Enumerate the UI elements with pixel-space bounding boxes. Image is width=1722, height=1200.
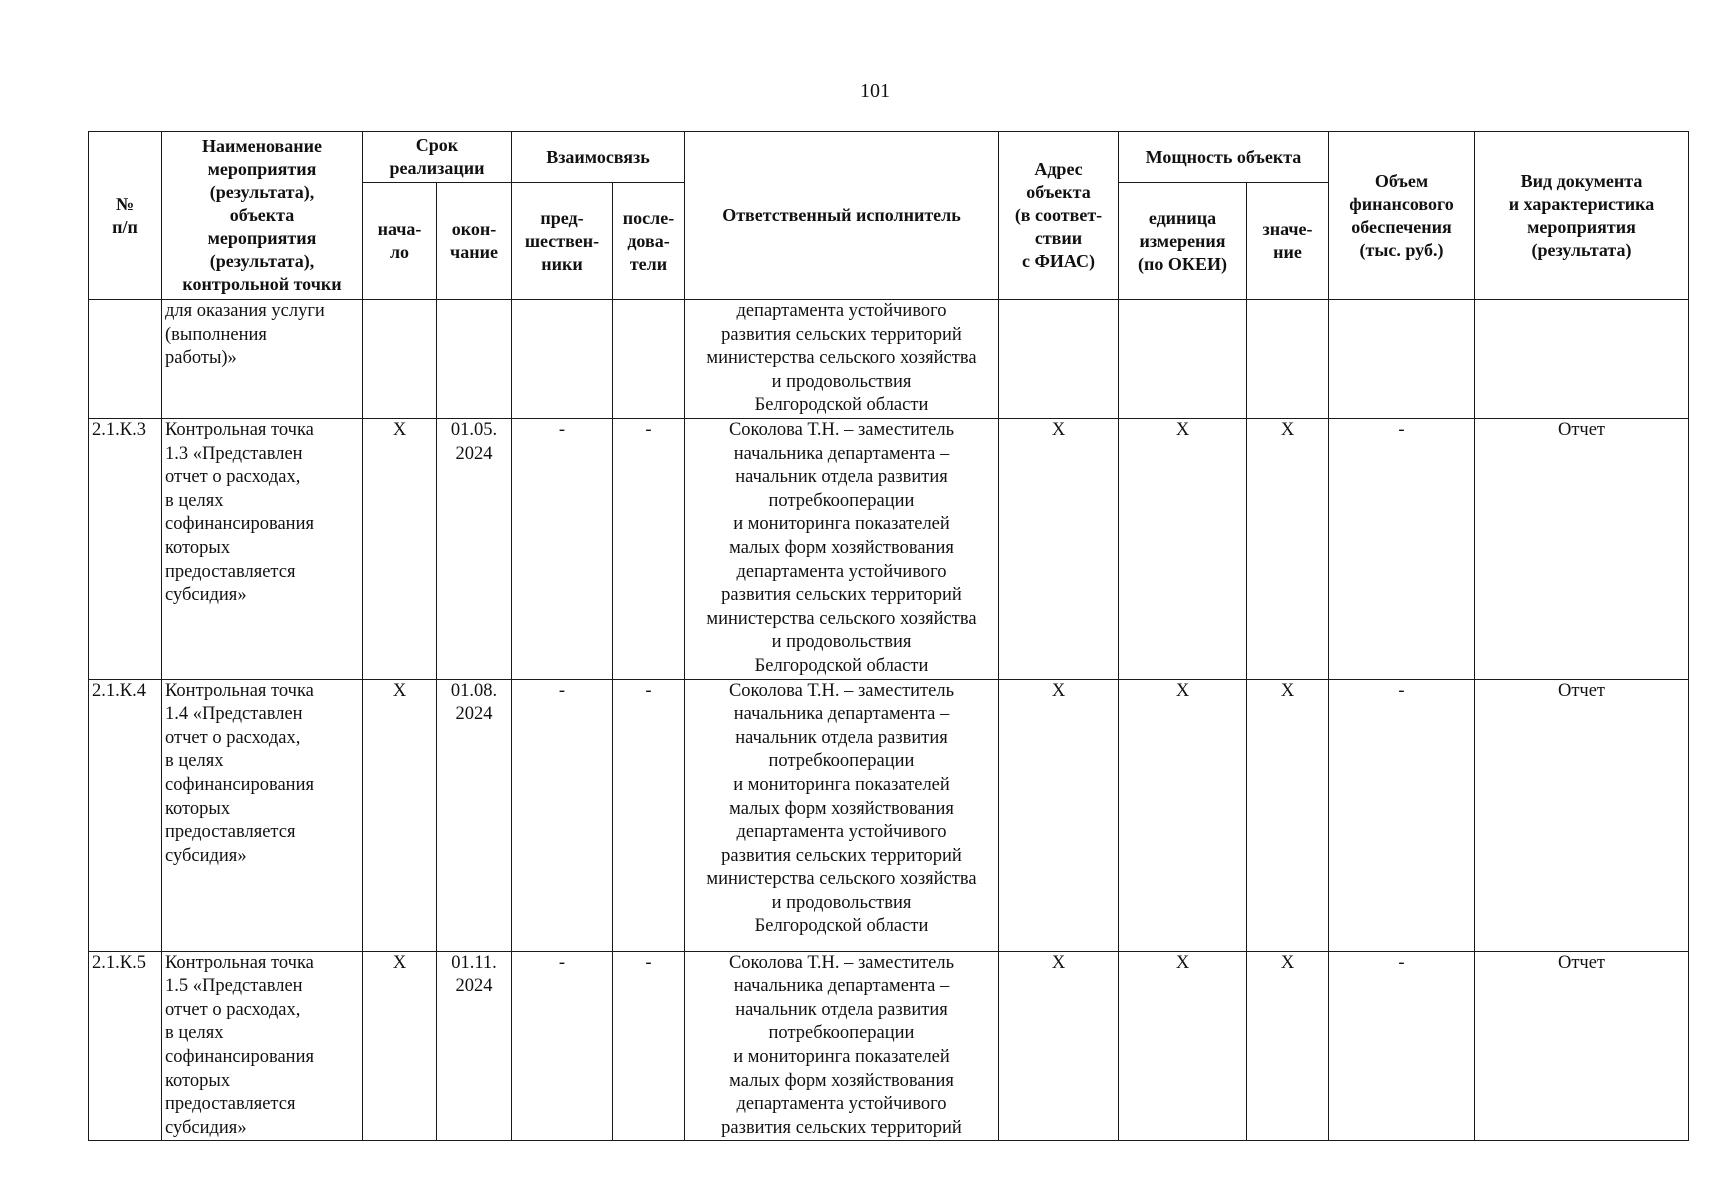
text-line: 2024 bbox=[455, 443, 493, 464]
text-line: субсидия» bbox=[165, 585, 247, 606]
text-line: 1.3 «Представлен bbox=[165, 443, 303, 464]
header-capacity-value bbox=[1247, 183, 1329, 300]
text-line: мероприятия bbox=[1527, 216, 1636, 237]
text-line: софинансирования bbox=[165, 774, 314, 795]
table-row bbox=[89, 679, 1689, 951]
cell-name bbox=[162, 419, 363, 680]
cell-prev: - bbox=[512, 951, 613, 1141]
cell-unit: X bbox=[1119, 679, 1247, 951]
text-line: начальника департамента – bbox=[733, 704, 950, 725]
text-line: (результата) bbox=[1531, 239, 1632, 260]
cell-prev: - bbox=[512, 679, 613, 951]
text-line: Контрольная точка bbox=[165, 680, 314, 701]
text-line: ние bbox=[1273, 242, 1302, 262]
text-line: субсидия» bbox=[165, 845, 247, 866]
text-line: с ФИАС) bbox=[1021, 251, 1096, 271]
text-line: 2024 bbox=[455, 704, 493, 725]
text-line: 2024 bbox=[455, 976, 493, 997]
text-line: объекта bbox=[1026, 182, 1091, 202]
table-header bbox=[89, 132, 1689, 300]
text-line: департамента устойчивого bbox=[736, 822, 947, 843]
cell-unit: X bbox=[1119, 951, 1247, 1141]
text-line: 01.11. bbox=[451, 952, 497, 973]
cell-name bbox=[162, 300, 363, 419]
text-line: (тыс. руб.) bbox=[1359, 239, 1444, 260]
text-line: ло bbox=[389, 242, 410, 262]
cell-num: 2.1.К.3 bbox=[89, 419, 162, 680]
cell-num bbox=[89, 300, 162, 419]
cell-executor bbox=[685, 951, 999, 1141]
cell-doc: Отчет bbox=[1475, 679, 1689, 951]
cell-address: X bbox=[999, 951, 1119, 1141]
text-line: 01.08. bbox=[450, 680, 498, 701]
text-line: предоставляется bbox=[165, 561, 296, 582]
text-line: начальник отдела развития bbox=[735, 727, 948, 748]
cell-doc bbox=[1475, 300, 1689, 419]
text-line: ники bbox=[541, 253, 583, 274]
text-line: департамента устойчивого bbox=[736, 561, 947, 582]
cell-end bbox=[437, 679, 512, 951]
text-line: Вид документа bbox=[1520, 170, 1643, 191]
cell-prev bbox=[512, 300, 613, 419]
text-line: Белгородской области bbox=[754, 395, 929, 416]
header-link-next bbox=[613, 183, 685, 300]
cell-finance bbox=[1329, 300, 1475, 419]
text-line: объекта bbox=[229, 205, 295, 225]
header-executor: Ответственный исполнитель bbox=[685, 132, 999, 300]
text-line: нача- bbox=[377, 219, 422, 239]
text-line: Соколова Т.Н. – заместитель bbox=[728, 420, 955, 440]
text-line: развития сельских территорий bbox=[721, 585, 962, 606]
text-line: 1.5 «Представлен bbox=[165, 976, 303, 997]
header-name bbox=[162, 132, 363, 300]
text-line: предоставляется bbox=[165, 1094, 296, 1115]
text-line: и мониторинга показателей bbox=[733, 774, 950, 795]
cell-value: X bbox=[1247, 951, 1329, 1141]
text-line: окон- bbox=[451, 219, 497, 239]
text-line: и мониторинга показателей bbox=[733, 1046, 950, 1067]
text-line: реализации bbox=[389, 158, 485, 178]
text-line: 1.4 «Представлен bbox=[165, 704, 303, 725]
text-line: министерства сельского хозяйства bbox=[706, 608, 977, 629]
text-line: и мониторинга показателей bbox=[733, 514, 950, 535]
text-line: и характеристика bbox=[1508, 193, 1655, 214]
cell-finance: - bbox=[1329, 951, 1475, 1141]
text-line: и продовольствия bbox=[771, 371, 912, 392]
cell-value: X bbox=[1247, 679, 1329, 951]
header-num bbox=[89, 132, 162, 300]
text-line: Наименование bbox=[202, 136, 322, 156]
cell-finance: - bbox=[1329, 419, 1475, 680]
text-line: начальник отдела развития bbox=[735, 999, 948, 1020]
cell-value bbox=[1247, 300, 1329, 419]
text-line: чание bbox=[450, 242, 498, 262]
text-line: для оказания услуги bbox=[165, 301, 325, 321]
cell-executor bbox=[685, 419, 999, 680]
cell-address bbox=[999, 300, 1119, 419]
text-line: работы)» bbox=[165, 348, 237, 369]
text-line: мероприятия bbox=[207, 228, 317, 248]
cell-unit: X bbox=[1119, 419, 1247, 680]
text-line: министерства сельского хозяйства bbox=[706, 869, 977, 890]
text-line: малых форм хозяйствования bbox=[729, 537, 954, 558]
cell-end bbox=[437, 951, 512, 1141]
table-row bbox=[89, 419, 1689, 680]
text-line: значе- bbox=[1262, 219, 1313, 239]
text-line: отчет о расходах, bbox=[165, 999, 301, 1020]
text-line: п/п bbox=[112, 216, 138, 237]
table-body bbox=[89, 300, 1689, 1141]
text-line: Соколова Т.Н. – заместитель bbox=[728, 952, 955, 973]
text-line: (по ОКЕИ) bbox=[1138, 253, 1227, 274]
text-line: № bbox=[115, 193, 135, 214]
text-line: Соколова Т.Н. – заместитель bbox=[728, 680, 955, 701]
text-line: Контрольная точка bbox=[165, 420, 314, 440]
text-line: министерства сельского хозяйства bbox=[706, 348, 977, 369]
text-line: пред- bbox=[540, 207, 584, 228]
text-line: контрольной точки bbox=[182, 274, 342, 294]
text-line: софинансирования bbox=[165, 1046, 314, 1067]
text-line: развития сельских территорий bbox=[721, 324, 962, 345]
text-line: Срок bbox=[415, 135, 459, 155]
text-line: Белгородской области bbox=[754, 655, 929, 676]
text-line: департамента устойчивого bbox=[736, 301, 947, 321]
header-doc bbox=[1475, 132, 1689, 300]
text-line: ствии bbox=[1034, 228, 1083, 248]
text-line: финансового bbox=[1349, 193, 1454, 214]
table-row bbox=[89, 951, 1689, 1141]
table-row bbox=[89, 300, 1689, 419]
text-line: начальника департамента – bbox=[733, 976, 950, 997]
cell-start: X bbox=[363, 679, 437, 951]
text-line: (выполнения bbox=[165, 324, 267, 345]
text-line: развития сельских территорий bbox=[721, 845, 962, 866]
text-line: (в соответ- bbox=[1014, 205, 1103, 225]
text-line: которых bbox=[165, 798, 231, 819]
cell-name bbox=[162, 679, 363, 951]
text-line: шествен- bbox=[524, 230, 600, 251]
cell-start: X bbox=[363, 951, 437, 1141]
cell-executor bbox=[685, 300, 999, 419]
cell-address: X bbox=[999, 679, 1119, 951]
text-line: отчет о расходах, bbox=[165, 467, 301, 488]
text-line: в целях bbox=[165, 1023, 224, 1044]
cell-num: 2.1.К.5 bbox=[89, 951, 162, 1141]
header-term-end bbox=[437, 183, 512, 300]
text-line: и продовольствия bbox=[771, 632, 912, 653]
page-number: 101 bbox=[860, 80, 890, 102]
cell-end bbox=[437, 419, 512, 680]
cell-unit bbox=[1119, 300, 1247, 419]
text-line: малых форм хозяйствования bbox=[729, 1070, 954, 1091]
text-line: департамента устойчивого bbox=[736, 1094, 947, 1115]
header-link: Взаимосвязь bbox=[512, 132, 685, 183]
text-line: потребкооперации bbox=[768, 751, 915, 772]
text-line: 01.05. bbox=[450, 420, 498, 440]
text-line: мероприятия bbox=[207, 159, 317, 179]
text-line: после- bbox=[622, 207, 675, 228]
text-line: единица bbox=[1148, 207, 1217, 228]
text-line: софинансирования bbox=[165, 514, 314, 535]
text-line: потребкооперации bbox=[768, 1023, 915, 1044]
text-line: в целях bbox=[165, 490, 224, 511]
header-capacity: Мощность объекта bbox=[1119, 132, 1329, 183]
text-line: малых форм хозяйствования bbox=[729, 798, 954, 819]
text-line: Белгородской области bbox=[754, 916, 929, 937]
activities-table bbox=[88, 131, 1689, 1141]
cell-next bbox=[613, 300, 685, 419]
cell-executor bbox=[685, 679, 999, 951]
cell-next: - bbox=[613, 951, 685, 1141]
text-line: которых bbox=[165, 537, 231, 558]
header-address bbox=[999, 132, 1119, 300]
header-link-prev bbox=[512, 183, 613, 300]
text-line: (результата), bbox=[209, 182, 315, 202]
text-line: начальника департамента – bbox=[733, 443, 950, 464]
text-line: которых bbox=[165, 1070, 231, 1091]
text-line: потребкооперации bbox=[768, 490, 915, 511]
cell-value: X bbox=[1247, 419, 1329, 680]
text-line: (результата), bbox=[209, 251, 315, 271]
header-term-start bbox=[363, 183, 437, 300]
text-line: в целях bbox=[165, 751, 224, 772]
cell-next: - bbox=[613, 419, 685, 680]
text-line: тели bbox=[629, 253, 668, 274]
cell-name bbox=[162, 951, 363, 1141]
cell-end bbox=[437, 300, 512, 419]
text-line: предоставляется bbox=[165, 822, 296, 843]
cell-prev: - bbox=[512, 419, 613, 680]
cell-doc: Отчет bbox=[1475, 419, 1689, 680]
text-line: и продовольствия bbox=[771, 892, 912, 913]
cell-doc: Отчет bbox=[1475, 951, 1689, 1141]
cell-start: X bbox=[363, 419, 437, 680]
cell-start bbox=[363, 300, 437, 419]
text-line: Адрес bbox=[1034, 159, 1083, 179]
cell-next: - bbox=[613, 679, 685, 951]
text-line: обеспечения bbox=[1351, 216, 1452, 237]
text-line: отчет о расходах, bbox=[165, 727, 301, 748]
text-line: начальник отдела развития bbox=[735, 467, 948, 488]
header-term bbox=[363, 132, 512, 183]
cell-finance: - bbox=[1329, 679, 1475, 951]
cell-address: X bbox=[999, 419, 1119, 680]
text-line: развития сельских территорий bbox=[721, 1117, 962, 1138]
text-line: Объем bbox=[1374, 170, 1429, 191]
text-line: Контрольная точка bbox=[165, 952, 314, 973]
header-capacity-unit bbox=[1119, 183, 1247, 300]
text-line: дова- bbox=[627, 230, 670, 251]
cell-num: 2.1.К.4 bbox=[89, 679, 162, 951]
header-finance bbox=[1329, 132, 1475, 300]
text-line: измерения bbox=[1139, 230, 1226, 251]
text-line: субсидия» bbox=[165, 1117, 247, 1138]
